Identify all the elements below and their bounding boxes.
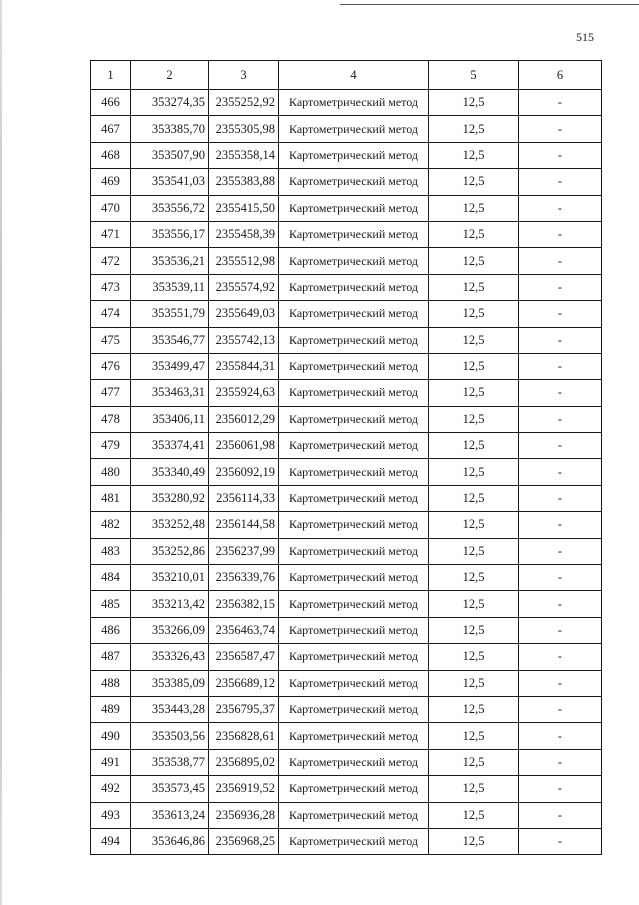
cell-coord-y: 2356919,52	[209, 776, 279, 802]
cell-coord-y: 2356339,76	[209, 565, 279, 591]
cell-point-number: 470	[91, 195, 131, 221]
cell-note: -	[519, 433, 602, 459]
table-row	[91, 90, 602, 116]
cell-method: Картометрический метод	[279, 538, 429, 564]
cell-accuracy: 12,5	[429, 301, 519, 327]
cell-accuracy: 12,5	[429, 670, 519, 696]
cell-accuracy: 12,5	[429, 485, 519, 511]
table-row	[91, 565, 602, 591]
table-row	[91, 723, 602, 749]
cell-note: -	[519, 90, 602, 116]
cell-point-number: 485	[91, 591, 131, 617]
cell-coord-y: 2356382,15	[209, 591, 279, 617]
cell-accuracy: 12,5	[429, 327, 519, 353]
cell-coord-y: 2356795,37	[209, 696, 279, 722]
table-row	[91, 406, 602, 432]
table-row	[91, 142, 602, 168]
cell-method: Картометрический метод	[279, 459, 429, 485]
cell-method: Картометрический метод	[279, 512, 429, 538]
cell-coord-x: 353546,77	[131, 327, 209, 353]
cell-note: -	[519, 169, 602, 195]
table-row	[91, 248, 602, 274]
cell-note: -	[519, 749, 602, 775]
table-body	[91, 90, 602, 855]
cell-coord-y: 2356092,19	[209, 459, 279, 485]
cell-coord-x: 353266,09	[131, 617, 209, 643]
table-row	[91, 670, 602, 696]
cell-point-number: 467	[91, 116, 131, 142]
cell-point-number: 493	[91, 802, 131, 828]
cell-coord-y: 2355742,13	[209, 327, 279, 353]
cell-point-number: 472	[91, 248, 131, 274]
cell-coord-x: 353252,48	[131, 512, 209, 538]
table-row	[91, 380, 602, 406]
cell-point-number: 466	[91, 90, 131, 116]
cell-method: Картометрический метод	[279, 433, 429, 459]
table-row	[91, 327, 602, 353]
header-col-5: 5	[429, 61, 519, 90]
cell-method: Картометрический метод	[279, 116, 429, 142]
cell-note: -	[519, 459, 602, 485]
cell-accuracy: 12,5	[429, 802, 519, 828]
cell-coord-x: 353538,77	[131, 749, 209, 775]
table-row	[91, 828, 602, 854]
table-row	[91, 116, 602, 142]
cell-note: -	[519, 644, 602, 670]
cell-note: -	[519, 116, 602, 142]
cell-point-number: 487	[91, 644, 131, 670]
cell-method: Картометрический метод	[279, 565, 429, 591]
cell-coord-x: 353280,92	[131, 485, 209, 511]
cell-method: Картометрический метод	[279, 274, 429, 300]
cell-coord-x: 353556,72	[131, 195, 209, 221]
cell-accuracy: 12,5	[429, 380, 519, 406]
cell-point-number: 491	[91, 749, 131, 775]
cell-point-number: 478	[91, 406, 131, 432]
cell-note: -	[519, 512, 602, 538]
cell-point-number: 474	[91, 301, 131, 327]
cell-accuracy: 12,5	[429, 433, 519, 459]
cell-accuracy: 12,5	[429, 142, 519, 168]
cell-method: Картометрический метод	[279, 301, 429, 327]
table-row	[91, 195, 602, 221]
cell-coord-x: 353573,45	[131, 776, 209, 802]
cell-coord-x: 353406,11	[131, 406, 209, 432]
cell-coord-x: 353252,86	[131, 538, 209, 564]
cell-coord-x: 353213,42	[131, 591, 209, 617]
cell-method: Картометрический метод	[279, 248, 429, 274]
table-row	[91, 802, 602, 828]
cell-coord-y: 2356012,29	[209, 406, 279, 432]
cell-method: Картометрический метод	[279, 670, 429, 696]
table-row	[91, 776, 602, 802]
cell-note: -	[519, 802, 602, 828]
page-number: 515	[576, 30, 594, 44]
cell-coord-x: 353443,28	[131, 696, 209, 722]
cell-accuracy: 12,5	[429, 169, 519, 195]
cell-coord-x: 353556,17	[131, 221, 209, 247]
cell-coord-x: 353274,35	[131, 90, 209, 116]
cell-coord-y: 2356689,12	[209, 670, 279, 696]
table-row	[91, 591, 602, 617]
table-header	[91, 61, 602, 90]
cell-coord-y: 2355252,92	[209, 90, 279, 116]
table-row	[91, 301, 602, 327]
cell-accuracy: 12,5	[429, 353, 519, 379]
header-col-3: 3	[209, 61, 279, 90]
cell-coord-x: 353210,01	[131, 565, 209, 591]
cell-note: -	[519, 380, 602, 406]
cell-method: Картометрический метод	[279, 90, 429, 116]
cell-accuracy: 12,5	[429, 828, 519, 854]
cell-method: Картометрический метод	[279, 828, 429, 854]
cell-note: -	[519, 221, 602, 247]
cell-coord-y: 2356936,28	[209, 802, 279, 828]
table-row	[91, 538, 602, 564]
cell-coord-y: 2356895,02	[209, 749, 279, 775]
cell-method: Картометрический метод	[279, 749, 429, 775]
cell-note: -	[519, 723, 602, 749]
header-col-2: 2	[131, 61, 209, 90]
cell-point-number: 475	[91, 327, 131, 353]
cell-method: Картометрический метод	[279, 696, 429, 722]
cell-coord-y: 2355574,92	[209, 274, 279, 300]
cell-point-number: 473	[91, 274, 131, 300]
cell-accuracy: 12,5	[429, 221, 519, 247]
cell-coord-x: 353503,56	[131, 723, 209, 749]
cell-coord-y: 2356114,33	[209, 485, 279, 511]
cell-note: -	[519, 617, 602, 643]
cell-coord-x: 353463,31	[131, 380, 209, 406]
cell-coord-y: 2356144,58	[209, 512, 279, 538]
cell-method: Картометрический метод	[279, 169, 429, 195]
cell-coord-x: 353499,47	[131, 353, 209, 379]
cell-coord-x: 353507,90	[131, 142, 209, 168]
table-row	[91, 433, 602, 459]
cell-coord-y: 2356968,25	[209, 828, 279, 854]
cell-note: -	[519, 828, 602, 854]
cell-method: Картометрический метод	[279, 406, 429, 432]
cell-note: -	[519, 538, 602, 564]
cell-point-number: 469	[91, 169, 131, 195]
cell-coord-x: 353326,43	[131, 644, 209, 670]
cell-coord-y: 2355512,98	[209, 248, 279, 274]
cell-coord-y: 2356237,99	[209, 538, 279, 564]
cell-note: -	[519, 142, 602, 168]
cell-accuracy: 12,5	[429, 644, 519, 670]
table-row	[91, 353, 602, 379]
cell-accuracy: 12,5	[429, 512, 519, 538]
table-row	[91, 644, 602, 670]
cell-accuracy: 12,5	[429, 195, 519, 221]
cell-note: -	[519, 591, 602, 617]
cell-note: -	[519, 696, 602, 722]
cell-accuracy: 12,5	[429, 776, 519, 802]
cell-coord-x: 353613,24	[131, 802, 209, 828]
cell-point-number: 486	[91, 617, 131, 643]
cell-coord-x: 353539,11	[131, 274, 209, 300]
cell-accuracy: 12,5	[429, 538, 519, 564]
table-row	[91, 696, 602, 722]
top-rule	[340, 4, 639, 5]
cell-coord-y: 2355458,39	[209, 221, 279, 247]
cell-method: Картометрический метод	[279, 776, 429, 802]
cell-accuracy: 12,5	[429, 116, 519, 142]
cell-accuracy: 12,5	[429, 274, 519, 300]
cell-method: Картометрический метод	[279, 617, 429, 643]
cell-coord-y: 2356587,47	[209, 644, 279, 670]
cell-method: Картометрический метод	[279, 221, 429, 247]
cell-coord-y: 2355844,31	[209, 353, 279, 379]
header-col-4: 4	[279, 61, 429, 90]
cell-point-number: 468	[91, 142, 131, 168]
cell-note: -	[519, 776, 602, 802]
cell-accuracy: 12,5	[429, 406, 519, 432]
cell-coord-y: 2355649,03	[209, 301, 279, 327]
table-row	[91, 512, 602, 538]
cell-method: Картометрический метод	[279, 195, 429, 221]
cell-method: Картометрический метод	[279, 723, 429, 749]
cell-coord-x: 353551,79	[131, 301, 209, 327]
cell-point-number: 483	[91, 538, 131, 564]
cell-accuracy: 12,5	[429, 591, 519, 617]
cell-point-number: 471	[91, 221, 131, 247]
cell-coord-x: 353385,09	[131, 670, 209, 696]
table-row	[91, 485, 602, 511]
cell-point-number: 482	[91, 512, 131, 538]
cell-point-number: 480	[91, 459, 131, 485]
cell-note: -	[519, 406, 602, 432]
cell-coord-y: 2356828,61	[209, 723, 279, 749]
cell-coord-y: 2355383,88	[209, 169, 279, 195]
cell-accuracy: 12,5	[429, 723, 519, 749]
coordinates-table-container	[90, 60, 602, 855]
cell-point-number: 488	[91, 670, 131, 696]
cell-accuracy: 12,5	[429, 90, 519, 116]
cell-coord-x: 353340,49	[131, 459, 209, 485]
cell-method: Картометрический метод	[279, 591, 429, 617]
cell-note: -	[519, 327, 602, 353]
cell-method: Картометрический метод	[279, 644, 429, 670]
cell-note: -	[519, 248, 602, 274]
cell-note: -	[519, 485, 602, 511]
cell-coord-y: 2356463,74	[209, 617, 279, 643]
cell-point-number: 490	[91, 723, 131, 749]
table-row	[91, 459, 602, 485]
header-col-6: 6	[519, 61, 602, 90]
cell-accuracy: 12,5	[429, 248, 519, 274]
cell-point-number: 489	[91, 696, 131, 722]
cell-accuracy: 12,5	[429, 696, 519, 722]
cell-coord-x: 353541,03	[131, 169, 209, 195]
scan-edge	[0, 0, 2, 905]
cell-coord-x: 353374,41	[131, 433, 209, 459]
table-row	[91, 617, 602, 643]
cell-point-number: 494	[91, 828, 131, 854]
cell-method: Картометрический метод	[279, 327, 429, 353]
cell-coord-y: 2355305,98	[209, 116, 279, 142]
cell-note: -	[519, 670, 602, 696]
cell-point-number: 479	[91, 433, 131, 459]
cell-point-number: 477	[91, 380, 131, 406]
cell-note: -	[519, 301, 602, 327]
cell-method: Картометрический метод	[279, 485, 429, 511]
cell-coord-x: 353536,21	[131, 248, 209, 274]
cell-accuracy: 12,5	[429, 459, 519, 485]
table-row	[91, 749, 602, 775]
cell-method: Картометрический метод	[279, 802, 429, 828]
cell-coord-y: 2355415,50	[209, 195, 279, 221]
header-col-1: 1	[91, 61, 131, 90]
cell-point-number: 476	[91, 353, 131, 379]
cell-note: -	[519, 195, 602, 221]
coordinates-table	[90, 60, 602, 855]
cell-accuracy: 12,5	[429, 617, 519, 643]
cell-coord-y: 2355924,63	[209, 380, 279, 406]
cell-point-number: 492	[91, 776, 131, 802]
cell-method: Картометрический метод	[279, 142, 429, 168]
cell-method: Картометрический метод	[279, 380, 429, 406]
cell-note: -	[519, 565, 602, 591]
cell-coord-x: 353385,70	[131, 116, 209, 142]
cell-note: -	[519, 353, 602, 379]
cell-method: Картометрический метод	[279, 353, 429, 379]
cell-coord-y: 2356061,98	[209, 433, 279, 459]
cell-accuracy: 12,5	[429, 749, 519, 775]
table-row	[91, 169, 602, 195]
cell-coord-x: 353646,86	[131, 828, 209, 854]
table-row	[91, 274, 602, 300]
header-row	[91, 61, 602, 90]
cell-point-number: 481	[91, 485, 131, 511]
cell-point-number: 484	[91, 565, 131, 591]
cell-coord-y: 2355358,14	[209, 142, 279, 168]
cell-note: -	[519, 274, 602, 300]
cell-accuracy: 12,5	[429, 565, 519, 591]
table-row	[91, 221, 602, 247]
